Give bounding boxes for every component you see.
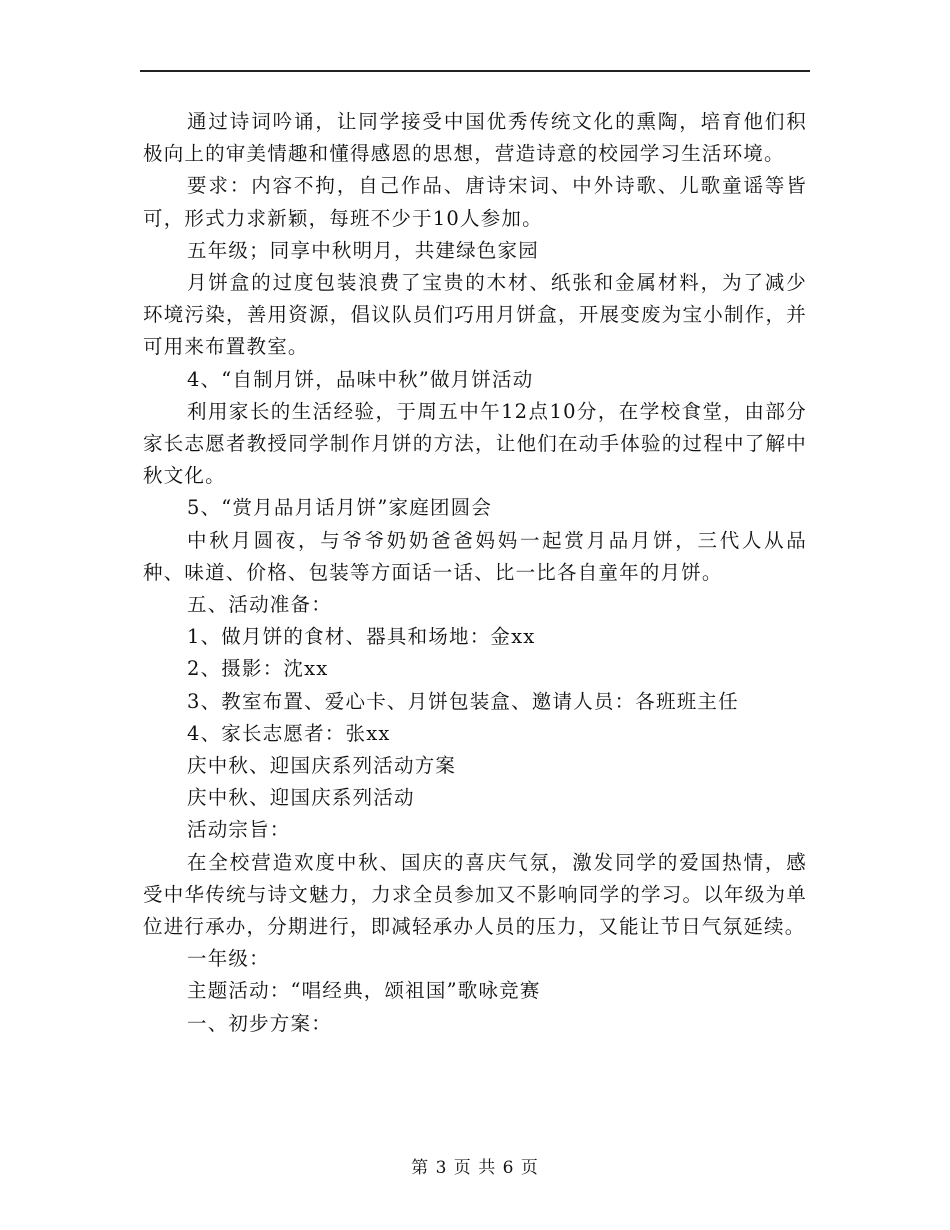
document-title: 庆中秋、迎国庆系列活动方案 (187, 754, 457, 778)
paragraph: 利用家长的生活经验，于周五中午12点10分，在学校食堂，由部分家长志愿者教授同学制作月饼的方法，让他们在动手体验的过程中了解中秋文化。 (143, 399, 807, 488)
document-body (143, 106, 807, 1040)
header-rule (140, 70, 810, 72)
section-heading: 活动宗旨： (187, 818, 291, 842)
section-heading: 一年级： (187, 947, 270, 971)
section-heading: 一、初步方案： (187, 1011, 332, 1035)
list-item: 4、家长志愿者：张xx (187, 721, 391, 745)
page-number: 第 3 页 共 6 页 (411, 1158, 539, 1178)
paragraph: 主题活动：“唱经典，颂祖国”歌咏竞赛 (187, 979, 541, 1003)
section-heading: 五、活动准备： (187, 593, 332, 617)
paragraph: 中秋月圆夜，与爷爷奶奶爸爸妈妈一起赏月品月饼，三代人从品种、味道、价格、包装等方面话一话、比一比各自童年的月饼。 (143, 528, 807, 584)
list-item: 3、教室布置、爱心卡、月饼包装盒、邀请人员：各班班主任 (187, 689, 739, 713)
list-item: 2、摄影：沈xx (187, 657, 329, 681)
section-heading: 5、“赏月品月话月饼”家庭团圆会 (187, 496, 493, 520)
paragraph: 在全校营造欢度中秋、国庆的喜庆气氛，激发同学的爱国热情，感受中华传统与诗文魅力，力求全员参加又不影响同学的学习。以年级为单位进行承办，分期进行，即减轻承办人员的压力，又能让节日气氛延续。 (143, 850, 807, 939)
paragraph: 五年级；同享中秋明月，共建绿色家园 (187, 238, 539, 262)
paragraph: 通过诗词吟诵，让同学接受中国优秀传统文化的熏陶，培育他们积极向上的审美情趣和懂得感恩的思想，营造诗意的校园学习生活环境。 (143, 110, 807, 166)
list-item: 1、做月饼的食材、器具和场地：金xx (187, 625, 536, 649)
paragraph: 月饼盒的过度包装浪费了宝贵的木材、纸张和金属材料，为了减少环境污染，善用资源，倡议队员们巧用月饼盒，开展变废为宝小制作，并可用来布置教室。 (143, 271, 807, 359)
paragraph: 要求：内容不拘，自己作品、唐诗宋词、中外诗歌、儿歌童谣等皆可，形式力求新颖，每班不少于10人参加。 (143, 174, 807, 230)
subtitle: 庆中秋、迎国庆系列活动 (187, 786, 415, 810)
section-heading: 4、“自制月饼，品味中秋”做月饼活动 (187, 367, 534, 391)
